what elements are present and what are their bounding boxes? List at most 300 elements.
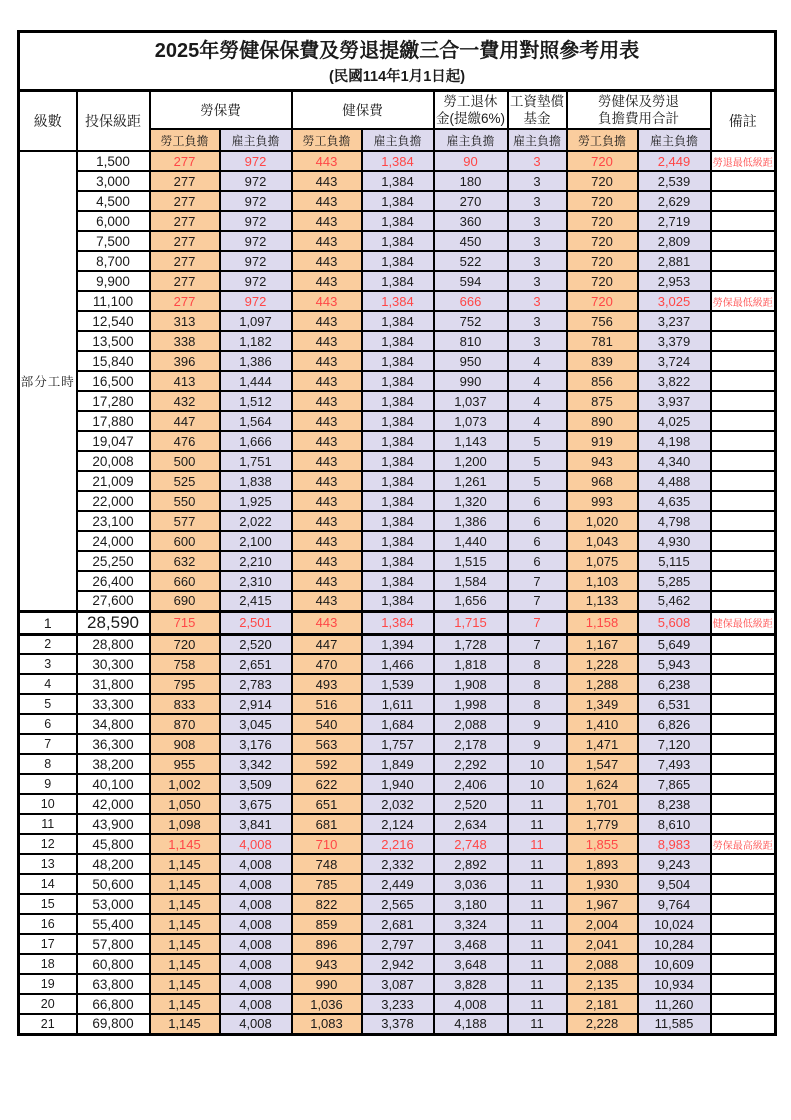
- employer-burden-value: 7: [508, 634, 567, 654]
- employee-burden-value: 443: [292, 471, 362, 491]
- employer-burden-value: 6: [508, 531, 567, 551]
- employee-burden-value: 443: [292, 151, 362, 171]
- employer-burden-value: 8,238: [638, 794, 711, 814]
- employer-burden-value: 4,008: [220, 894, 292, 914]
- employer-burden-value: 1,512: [220, 391, 292, 411]
- employer-burden-value: 1,564: [220, 411, 292, 431]
- salary-bracket-cell: 55,400: [77, 914, 150, 934]
- employer-burden-value: 950: [434, 351, 508, 371]
- col-group-header: [567, 91, 711, 130]
- employer-burden-value: 4,008: [220, 874, 292, 894]
- employer-burden-value: 1,384: [362, 271, 434, 291]
- employee-burden-value: 681: [292, 814, 362, 834]
- employer-burden-value: 2,629: [638, 191, 711, 211]
- employer-burden-value: 11: [508, 974, 567, 994]
- employee-burden-value: 1,779: [567, 814, 638, 834]
- salary-bracket-cell: 13,500: [77, 331, 150, 351]
- employee-burden-value: 443: [292, 291, 362, 311]
- employee-burden-value: 1,930: [567, 874, 638, 894]
- employer-burden-value: 2,953: [638, 271, 711, 291]
- col-group-header-line: 基金: [523, 111, 551, 126]
- employer-burden-value: 1,384: [362, 591, 434, 611]
- employer-burden-value: 1,384: [362, 191, 434, 211]
- employer-burden-value: 10: [508, 754, 567, 774]
- salary-bracket-cell: 23,100: [77, 511, 150, 531]
- employer-burden-value: 3: [508, 231, 567, 251]
- employee-burden-value: 1,002: [150, 774, 220, 794]
- table-row: [19, 191, 776, 211]
- employee-burden-value: 943: [292, 954, 362, 974]
- employee-burden-value: 720: [567, 251, 638, 271]
- level-cell: 21: [19, 1014, 77, 1034]
- employer-burden-value: 5,649: [638, 634, 711, 654]
- salary-bracket-cell: 36,300: [77, 734, 150, 754]
- employee-burden-value: 2,135: [567, 974, 638, 994]
- remark-cell: 健保最低級距: [711, 611, 776, 634]
- employer-burden-value: 972: [220, 191, 292, 211]
- table-row: [19, 511, 776, 531]
- employer-burden-value: 1,444: [220, 371, 292, 391]
- employee-burden-value: 443: [292, 371, 362, 391]
- level-cell: 6: [19, 714, 77, 734]
- employee-burden-value: 443: [292, 191, 362, 211]
- employer-burden-value: 2,634: [434, 814, 508, 834]
- employee-burden-value: 447: [150, 411, 220, 431]
- employer-burden-value: 1,097: [220, 311, 292, 331]
- employee-burden-value: 720: [567, 231, 638, 251]
- employee-burden-value: 447: [292, 634, 362, 654]
- employee-burden-value: 1,855: [567, 834, 638, 854]
- salary-bracket-cell: 22,000: [77, 491, 150, 511]
- table-row: [19, 451, 776, 471]
- employee-burden-value: 1,967: [567, 894, 638, 914]
- remark-cell: [711, 954, 776, 974]
- employee-burden-value: 1,145: [150, 954, 220, 974]
- employer-burden-value: 4,008: [220, 954, 292, 974]
- salary-bracket-cell: 17,280: [77, 391, 150, 411]
- employer-burden-value: 4,025: [638, 411, 711, 431]
- employee-burden-value: 720: [567, 271, 638, 291]
- employer-burden-value: 522: [434, 251, 508, 271]
- table-row: [19, 634, 776, 654]
- employee-burden-value: 277: [150, 251, 220, 271]
- employee-burden-value: 651: [292, 794, 362, 814]
- remark-cell: [711, 694, 776, 714]
- table-row: [19, 894, 776, 914]
- employer-burden-value: 1,751: [220, 451, 292, 471]
- employee-burden-value: 859: [292, 914, 362, 934]
- employer-burden-value: 1,384: [362, 331, 434, 351]
- table-row: [19, 874, 776, 894]
- employee-burden-value: 1,145: [150, 934, 220, 954]
- employer-burden-value: 3: [508, 311, 567, 331]
- employer-burden-value: 4: [508, 371, 567, 391]
- employer-burden-value: 4: [508, 391, 567, 411]
- level-cell: 7: [19, 734, 77, 754]
- employee-burden-value: 875: [567, 391, 638, 411]
- employee-burden-value: 443: [292, 491, 362, 511]
- employer-burden-value: 1,384: [362, 171, 434, 191]
- employer-burden-value: 2,216: [362, 834, 434, 854]
- employee-burden-value: 720: [567, 191, 638, 211]
- employer-burden-value: 3,509: [220, 774, 292, 794]
- employee-burden-value: 990: [292, 974, 362, 994]
- employee-burden-value: 870: [150, 714, 220, 734]
- remark-cell: [711, 714, 776, 734]
- remark-cell: 勞退最低級距: [711, 151, 776, 171]
- table-row: [19, 431, 776, 451]
- employer-burden-value: 2,022: [220, 511, 292, 531]
- employee-burden-value: 443: [292, 211, 362, 231]
- employer-burden-value: 8,610: [638, 814, 711, 834]
- col-group-header-line: 金(提繳6%): [435, 111, 505, 126]
- table-row: [19, 914, 776, 934]
- employer-burden-value: 3: [508, 331, 567, 351]
- level-cell: 1: [19, 611, 77, 634]
- salary-bracket-cell: 50,600: [77, 874, 150, 894]
- employee-burden-value: 277: [150, 231, 220, 251]
- table-row: [19, 271, 776, 291]
- employer-burden-value: 11: [508, 794, 567, 814]
- employer-burden-value: 4: [508, 411, 567, 431]
- table-row: [19, 834, 776, 854]
- employer-burden-value: 3: [508, 211, 567, 231]
- employer-burden-value: 11: [508, 934, 567, 954]
- employer-burden-value: 2,881: [638, 251, 711, 271]
- employer-burden-value: 3,648: [434, 954, 508, 974]
- remark-cell: [711, 371, 776, 391]
- employee-burden-value: 919: [567, 431, 638, 451]
- employee-burden-value: 563: [292, 734, 362, 754]
- salary-bracket-cell: 69,800: [77, 1014, 150, 1034]
- col-group-header-line: 健保費: [342, 102, 383, 118]
- employer-burden-value: 4,930: [638, 531, 711, 551]
- employee-burden-value: 2,004: [567, 914, 638, 934]
- employee-burden-value: 443: [292, 271, 362, 291]
- employer-burden-value: 1,849: [362, 754, 434, 774]
- table-header: [19, 32, 776, 152]
- employee-burden-value: 2,228: [567, 1014, 638, 1034]
- employer-burden-value: 1,684: [362, 714, 434, 734]
- employee-burden-value: 1,145: [150, 894, 220, 914]
- employer-burden-value: 8: [508, 654, 567, 674]
- level-cell: 4: [19, 674, 77, 694]
- employer-burden-value: 3,822: [638, 371, 711, 391]
- employer-burden-value: 6,826: [638, 714, 711, 734]
- employer-burden-value: 6,238: [638, 674, 711, 694]
- employer-burden-value: 11: [508, 994, 567, 1014]
- employer-burden-value: 6: [508, 491, 567, 511]
- salary-bracket-cell: 25,250: [77, 551, 150, 571]
- employer-burden-value: 3: [508, 271, 567, 291]
- employer-burden-value: 1,539: [362, 674, 434, 694]
- col-group-header-line: 負擔費用合計: [598, 111, 679, 126]
- employee-burden-value: 1,103: [567, 571, 638, 591]
- employer-burden-value: 10,609: [638, 954, 711, 974]
- employer-burden-value: 1,386: [220, 351, 292, 371]
- level-cell: 17: [19, 934, 77, 954]
- employer-burden-value: 2,406: [434, 774, 508, 794]
- employer-burden-value: 3,724: [638, 351, 711, 371]
- employer-burden-value: 6: [508, 511, 567, 531]
- part-time-merged-cell: 部分工時: [19, 151, 77, 611]
- employer-burden-value: 4,008: [220, 934, 292, 954]
- fee-reference-sheet: [17, 30, 774, 1036]
- employer-burden-value: 6: [508, 551, 567, 571]
- employer-burden-value: 1,384: [362, 431, 434, 451]
- remark-cell: [711, 974, 776, 994]
- employer-burden-value: 8: [508, 694, 567, 714]
- employee-burden-value: 443: [292, 331, 362, 351]
- employee-burden-value: 785: [292, 874, 362, 894]
- col-group-header: [292, 91, 434, 130]
- employer-burden-value: 2,565: [362, 894, 434, 914]
- employer-burden-value: 11: [508, 954, 567, 974]
- salary-bracket-cell: 60,800: [77, 954, 150, 974]
- employer-burden-value: 11: [508, 834, 567, 854]
- level-cell: 16: [19, 914, 77, 934]
- employee-burden-value: 720: [567, 211, 638, 231]
- employer-burden-value: 10: [508, 774, 567, 794]
- salary-bracket-cell: 38,200: [77, 754, 150, 774]
- employer-burden-value: 4,635: [638, 491, 711, 511]
- employer-burden-value: 2,310: [220, 571, 292, 591]
- sub-header-employer-burden: 雇主負擔: [508, 129, 567, 151]
- employee-burden-value: 413: [150, 371, 220, 391]
- employee-burden-value: 1,098: [150, 814, 220, 834]
- employer-burden-value: 8,983: [638, 834, 711, 854]
- employer-burden-value: 1,037: [434, 391, 508, 411]
- remark-cell: [711, 351, 776, 371]
- employer-burden-value: 3,841: [220, 814, 292, 834]
- table-row: [19, 1014, 776, 1034]
- employee-burden-value: 277: [150, 211, 220, 231]
- employer-burden-value: 2,332: [362, 854, 434, 874]
- employer-burden-value: 5: [508, 451, 567, 471]
- employer-burden-value: 3: [508, 151, 567, 171]
- remark-cell: [711, 431, 776, 451]
- title-cell: [19, 32, 776, 91]
- table-row: [19, 934, 776, 954]
- employer-burden-value: 3,378: [362, 1014, 434, 1034]
- employer-burden-value: 2,100: [220, 531, 292, 551]
- employer-burden-value: 1,073: [434, 411, 508, 431]
- salary-bracket-cell: 8,700: [77, 251, 150, 271]
- salary-bracket-cell: 63,800: [77, 974, 150, 994]
- employer-burden-value: 1,440: [434, 531, 508, 551]
- employer-burden-value: 1,925: [220, 491, 292, 511]
- remark-cell: [711, 211, 776, 231]
- remark-cell: [711, 774, 776, 794]
- employee-burden-value: 1,624: [567, 774, 638, 794]
- employer-burden-value: 1,908: [434, 674, 508, 694]
- sub-header-employee-burden: 勞工負擔: [567, 129, 638, 151]
- employer-burden-value: 2,539: [638, 171, 711, 191]
- salary-bracket-cell: 31,800: [77, 674, 150, 694]
- employee-burden-value: 908: [150, 734, 220, 754]
- employer-burden-value: 7: [508, 611, 567, 634]
- employer-burden-value: 3: [508, 251, 567, 271]
- remark-cell: [711, 734, 776, 754]
- employee-burden-value: 443: [292, 251, 362, 271]
- employer-burden-value: 4,340: [638, 451, 711, 471]
- level-cell: 8: [19, 754, 77, 774]
- employee-burden-value: 550: [150, 491, 220, 511]
- employer-burden-value: 4,008: [220, 854, 292, 874]
- employer-burden-value: 2,797: [362, 934, 434, 954]
- level-cell: 18: [19, 954, 77, 974]
- employer-burden-value: 11,260: [638, 994, 711, 1014]
- employer-burden-value: 3,045: [220, 714, 292, 734]
- employee-burden-value: 1,349: [567, 694, 638, 714]
- salary-bracket-cell: 24,000: [77, 531, 150, 551]
- salary-bracket-cell: 7,500: [77, 231, 150, 251]
- employer-burden-value: 1,384: [362, 251, 434, 271]
- remark-cell: [711, 491, 776, 511]
- employer-burden-value: 1,384: [362, 511, 434, 531]
- employer-burden-value: 1,182: [220, 331, 292, 351]
- employee-burden-value: 277: [150, 271, 220, 291]
- employer-burden-value: 1,818: [434, 654, 508, 674]
- remark-cell: [711, 391, 776, 411]
- table-row: [19, 411, 776, 431]
- remark-cell: [711, 191, 776, 211]
- employer-burden-value: 752: [434, 311, 508, 331]
- salary-bracket-cell: 9,900: [77, 271, 150, 291]
- employer-burden-value: 3,233: [362, 994, 434, 1014]
- employer-burden-value: 10,934: [638, 974, 711, 994]
- remark-cell: [711, 571, 776, 591]
- remark-cell: [711, 914, 776, 934]
- salary-bracket-cell: 12,540: [77, 311, 150, 331]
- employer-burden-value: 990: [434, 371, 508, 391]
- employee-burden-value: 277: [150, 291, 220, 311]
- employer-burden-value: 4,008: [220, 994, 292, 1014]
- employee-burden-value: 443: [292, 571, 362, 591]
- level-cell: 11: [19, 814, 77, 834]
- salary-bracket-cell: 15,840: [77, 351, 150, 371]
- employee-burden-value: 1,701: [567, 794, 638, 814]
- col-group-header: [434, 91, 508, 130]
- remark-cell: [711, 591, 776, 611]
- employer-burden-value: 6,531: [638, 694, 711, 714]
- employer-burden-value: 1,611: [362, 694, 434, 714]
- employee-burden-value: 493: [292, 674, 362, 694]
- salary-bracket-cell: 1,500: [77, 151, 150, 171]
- employer-burden-value: 1,515: [434, 551, 508, 571]
- table-row: [19, 611, 776, 634]
- remark-cell: [711, 634, 776, 654]
- employer-burden-value: 1,384: [362, 311, 434, 331]
- salary-bracket-cell: 16,500: [77, 371, 150, 391]
- employer-burden-value: 9,243: [638, 854, 711, 874]
- employer-burden-value: 1,728: [434, 634, 508, 654]
- employer-burden-value: 1,715: [434, 611, 508, 634]
- table-row: [19, 974, 776, 994]
- employer-burden-value: 1,584: [434, 571, 508, 591]
- salary-bracket-cell: 28,590: [77, 611, 150, 634]
- employee-burden-value: 1,083: [292, 1014, 362, 1034]
- employee-burden-value: 660: [150, 571, 220, 591]
- salary-bracket-cell: 3,000: [77, 171, 150, 191]
- employee-burden-value: 756: [567, 311, 638, 331]
- col-header-level: 級數: [19, 91, 77, 152]
- remark-cell: [711, 874, 776, 894]
- employee-burden-value: 720: [150, 634, 220, 654]
- employer-burden-value: 3,087: [362, 974, 434, 994]
- employee-burden-value: 715: [150, 611, 220, 634]
- employee-burden-value: 856: [567, 371, 638, 391]
- employer-burden-value: 7,493: [638, 754, 711, 774]
- employer-burden-value: 11: [508, 814, 567, 834]
- employer-burden-value: 2,809: [638, 231, 711, 251]
- employer-burden-value: 1,940: [362, 774, 434, 794]
- remark-cell: [711, 894, 776, 914]
- employee-burden-value: 1,145: [150, 854, 220, 874]
- employer-burden-value: 10,284: [638, 934, 711, 954]
- remark-cell: 勞保最高級距: [711, 834, 776, 854]
- employee-burden-value: 1,145: [150, 834, 220, 854]
- employer-burden-value: 360: [434, 211, 508, 231]
- employer-burden-value: 2,651: [220, 654, 292, 674]
- salary-bracket-cell: 27,600: [77, 591, 150, 611]
- level-cell: 3: [19, 654, 77, 674]
- employee-burden-value: 525: [150, 471, 220, 491]
- remark-cell: [711, 794, 776, 814]
- employer-burden-value: 11: [508, 854, 567, 874]
- remark-cell: [711, 551, 776, 571]
- employee-burden-value: 1,145: [150, 1014, 220, 1034]
- employer-burden-value: 3,025: [638, 291, 711, 311]
- table-row: [19, 391, 776, 411]
- col-group-header: [508, 91, 567, 130]
- employee-burden-value: 432: [150, 391, 220, 411]
- salary-bracket-cell: 6,000: [77, 211, 150, 231]
- remark-cell: [711, 271, 776, 291]
- table-row: [19, 994, 776, 1014]
- remark-cell: [711, 754, 776, 774]
- employer-burden-value: 11: [508, 894, 567, 914]
- employer-burden-value: 5,285: [638, 571, 711, 591]
- level-cell: 14: [19, 874, 77, 894]
- salary-bracket-cell: 26,400: [77, 571, 150, 591]
- remark-cell: [711, 311, 776, 331]
- table-row: [19, 471, 776, 491]
- employer-burden-value: 4,008: [220, 914, 292, 934]
- employer-burden-value: 9,764: [638, 894, 711, 914]
- table-row: [19, 694, 776, 714]
- salary-bracket-cell: 4,500: [77, 191, 150, 211]
- employee-burden-value: 443: [292, 451, 362, 471]
- table-row: [19, 231, 776, 251]
- employee-burden-value: 1,020: [567, 511, 638, 531]
- table-row: [19, 754, 776, 774]
- employee-burden-value: 1,075: [567, 551, 638, 571]
- employer-burden-value: 3: [508, 291, 567, 311]
- remark-cell: [711, 411, 776, 431]
- sub-header-employer-burden: 雇主負擔: [638, 129, 711, 151]
- salary-bracket-cell: 33,300: [77, 694, 150, 714]
- employer-burden-value: 5,462: [638, 591, 711, 611]
- employer-burden-value: 4,798: [638, 511, 711, 531]
- remark-cell: [711, 331, 776, 351]
- employer-burden-value: 594: [434, 271, 508, 291]
- employee-burden-value: 1,158: [567, 611, 638, 634]
- employee-burden-value: 1,410: [567, 714, 638, 734]
- table-row: [19, 674, 776, 694]
- remark-cell: [711, 511, 776, 531]
- employer-burden-value: 9: [508, 714, 567, 734]
